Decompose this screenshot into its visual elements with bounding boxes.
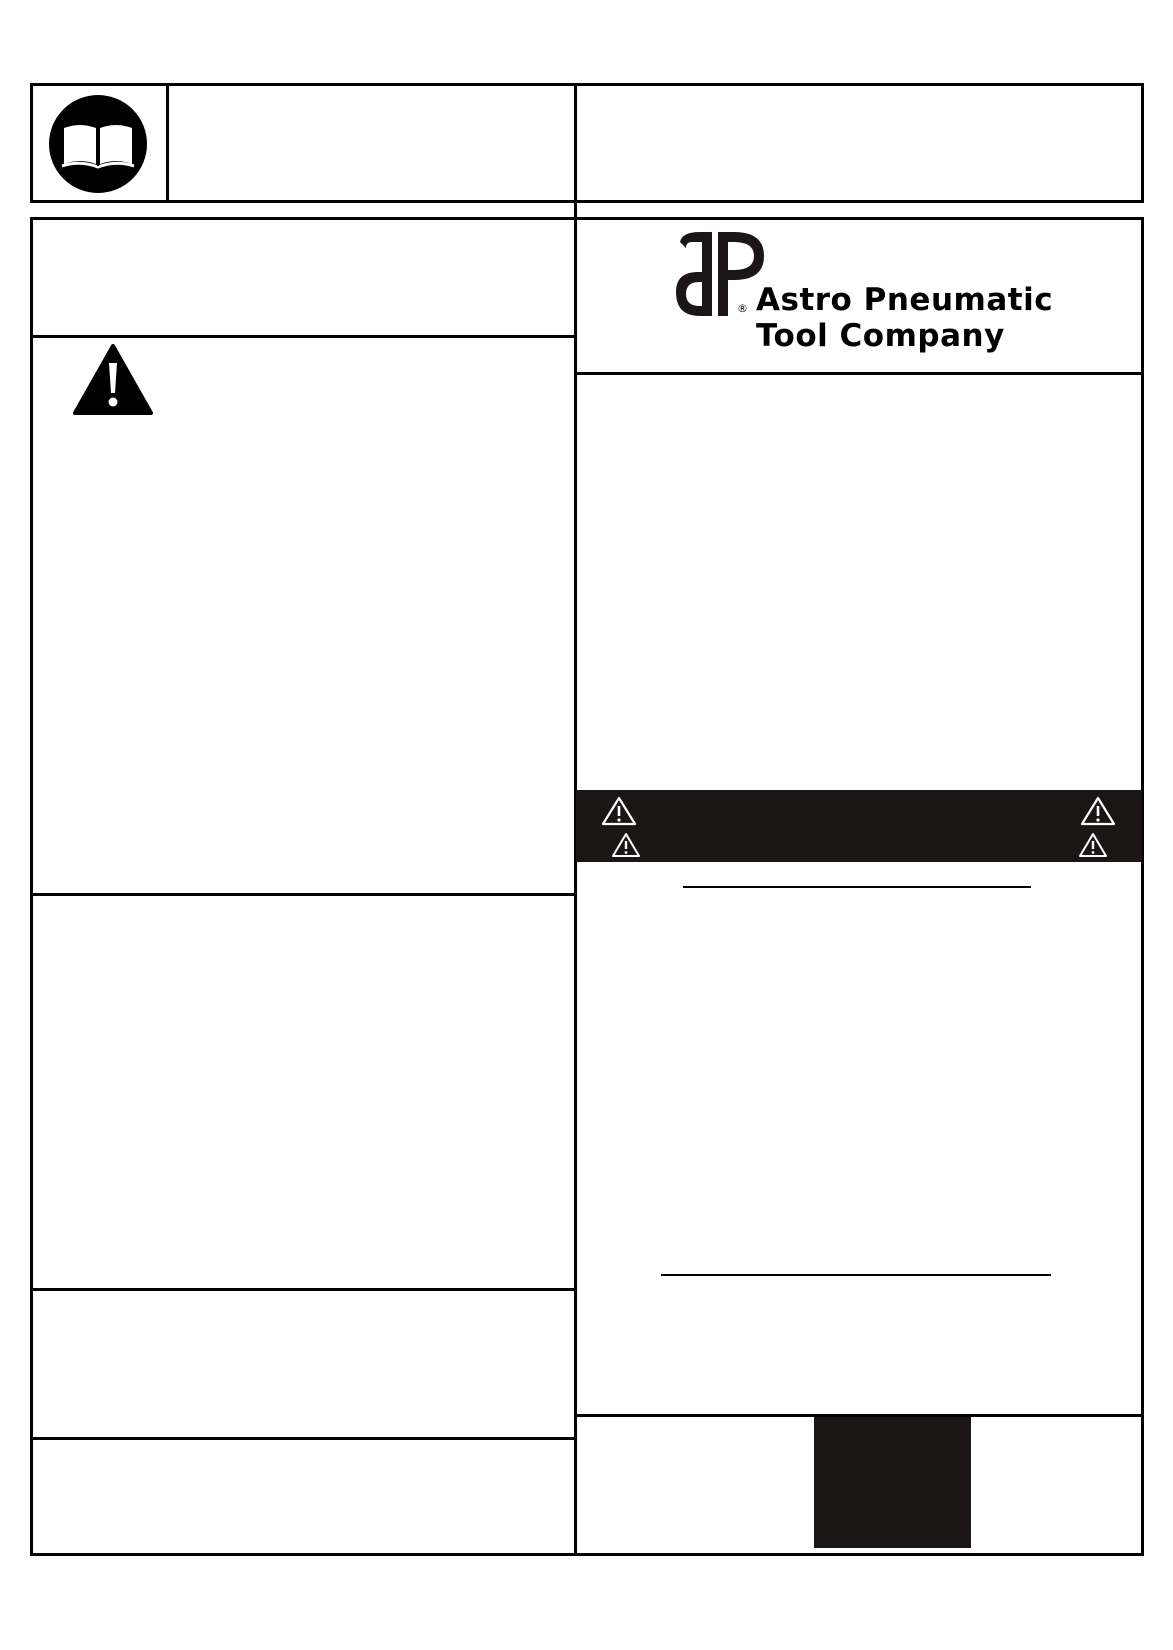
small-warning-triangle-icon <box>1080 796 1116 826</box>
logo-company-name-line-2: Tool Company <box>756 318 1005 354</box>
header-divider-icon-cell <box>166 83 169 203</box>
left-divider-3 <box>30 1288 577 1291</box>
underline-rule-2 <box>661 1274 1051 1276</box>
header-frame <box>30 83 1144 203</box>
registered-mark: ® <box>737 302 748 315</box>
small-warning-triangle-icon <box>611 832 641 858</box>
small-warning-triangle-icon <box>601 796 637 826</box>
read-manual-icon <box>48 94 148 194</box>
left-divider-2 <box>30 893 577 896</box>
left-divider-1 <box>30 335 577 338</box>
header-divider-center <box>574 83 577 203</box>
logo-company-name-line-1: Astro Pneumatic <box>756 282 1054 318</box>
underline-rule-1 <box>683 886 1031 888</box>
left-box-top <box>30 217 577 1556</box>
black-block <box>814 1417 971 1548</box>
small-warning-triangle-icon <box>1078 832 1108 858</box>
warning-triangle-icon <box>72 343 154 417</box>
warning-band <box>576 790 1142 862</box>
astro-pneumatic-ap-logo <box>672 228 768 318</box>
left-divider-4 <box>30 1437 577 1440</box>
right-divider-logo <box>574 372 1144 375</box>
